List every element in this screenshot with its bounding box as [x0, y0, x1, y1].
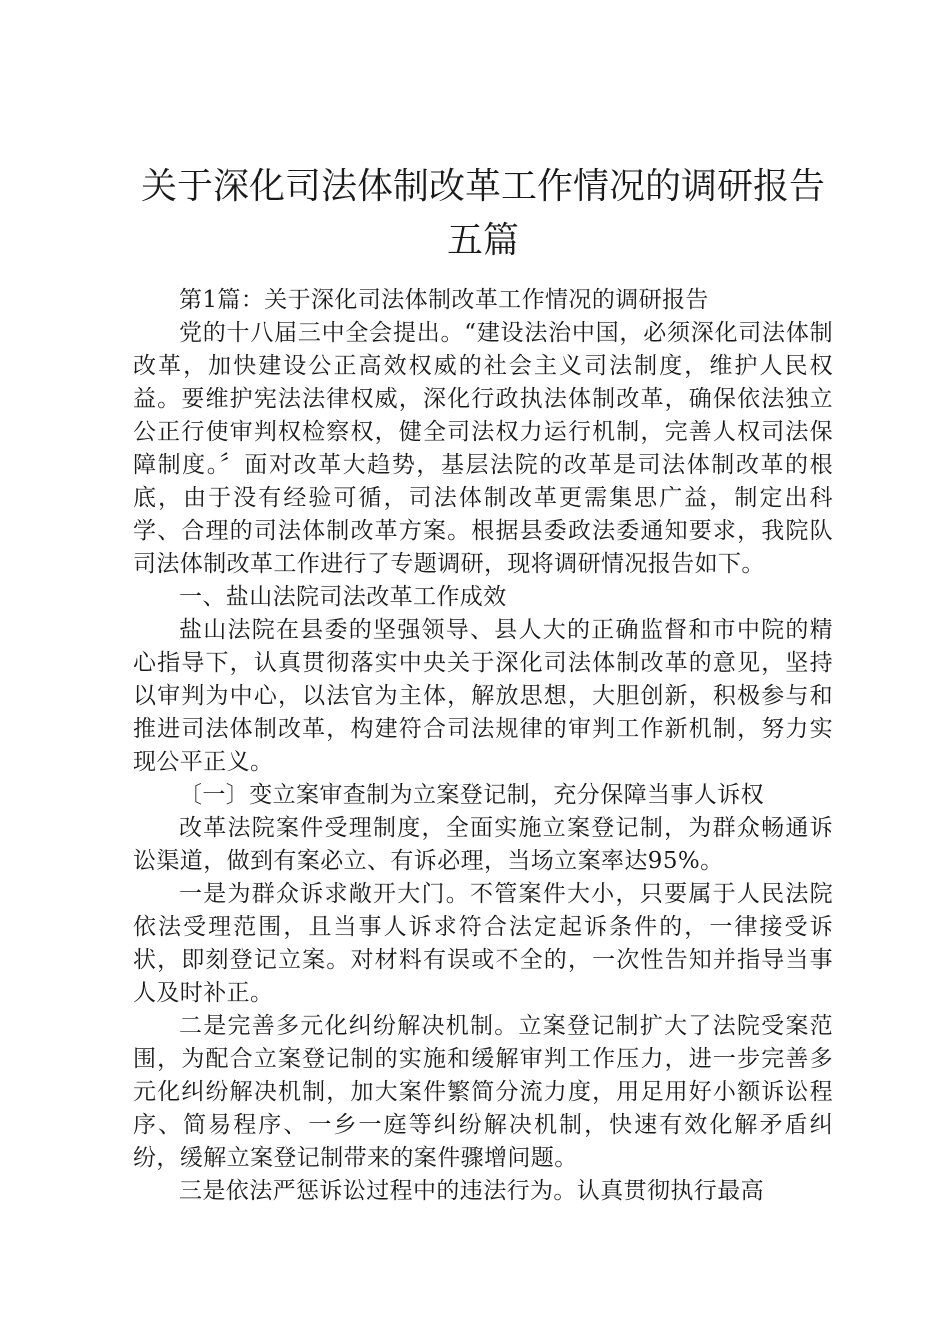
document-body	[133, 284, 833, 1208]
section-heading-achievements: 一、盐山法院司法改革工作成效	[179, 584, 507, 610]
paragraph-point-three: 三是依法严惩诉讼过程中的违法行为。认真贯彻执行最高	[179, 1178, 764, 1204]
document-title	[133, 160, 833, 268]
title-line-2: 五篇	[446, 220, 519, 261]
paragraph-court-overview: 盐山法院在县委的坚强领导、县人大的正确监督和市中院的精心指导下，认真贯彻落实中央关于深化司法体制改革的意见，坚持以审判为中心，以法官为主体，解放思想，大胆创新，积极参与和推进司法体制改革，构建符合司法规律的审判工作新机制，努力实现公平正义。	[133, 617, 833, 775]
section-heading-part1: 第1篇：关于深化司法体制改革工作情况的调研报告	[179, 287, 709, 313]
title-line-1: 关于深化司法体制改革工作情况的调研报告	[140, 166, 825, 207]
subsection-heading-case-registration: 〔一〕变立案审查制为立案登记制，充分保障当事人诉权	[179, 782, 764, 808]
paragraph-point-two: 二是完善多元化纠纷解决机制。立案登记制扩大了法院受案范围，为配合立案登记制的实施和缓解审判工作压力，进一步完善多元化纠纷解决机制，加大案件繁简分流力度，用足用好小额诉讼程序、简易程序、一乡一庭等纠纷解决机制，快速有效化解矛盾纠纷，缓解立案登记制带来的案件骤增问题。	[133, 1013, 833, 1171]
paragraph-point-one: 一是为群众诉求敞开大门。不管案件大小，只要属于人民法院依法受理范围，且当事人诉求符合法定起诉条件的，一律接受诉状，即刻登记立案。对材料有误或不全的，一次性告知并指导当事人及时补正。	[133, 881, 833, 1006]
paragraph-registration-reform: 改革法院案件受理制度，全面实施立案登记制，为群众畅通诉讼渠道，做到有案必立、有诉必理，当场立案率达95%。	[133, 815, 833, 874]
document-page	[133, 160, 833, 1208]
paragraph-intro: 党的十八届三中全会提出。“建设法治中国，必须深化司法体制改革，加快建设公正高效权威的社会主义司法制度，维护人民权益。要维护宪法法律权威，深化行政执法体制改革，确保依法独立公正行使审判权检察权，健全司法权力运行机制，完善人权司法保障制度。〞面对改革大趋势，基层法院的改革是司法体制改革的根底，由于没有经验可循，司法体制改革更需集思广益，制定出科学、合理的司法体制改革方案。根据县委政法委通知要求，我院队司法体制改革工作进行了专题调研，现将调研情况报告如下。	[133, 320, 833, 577]
